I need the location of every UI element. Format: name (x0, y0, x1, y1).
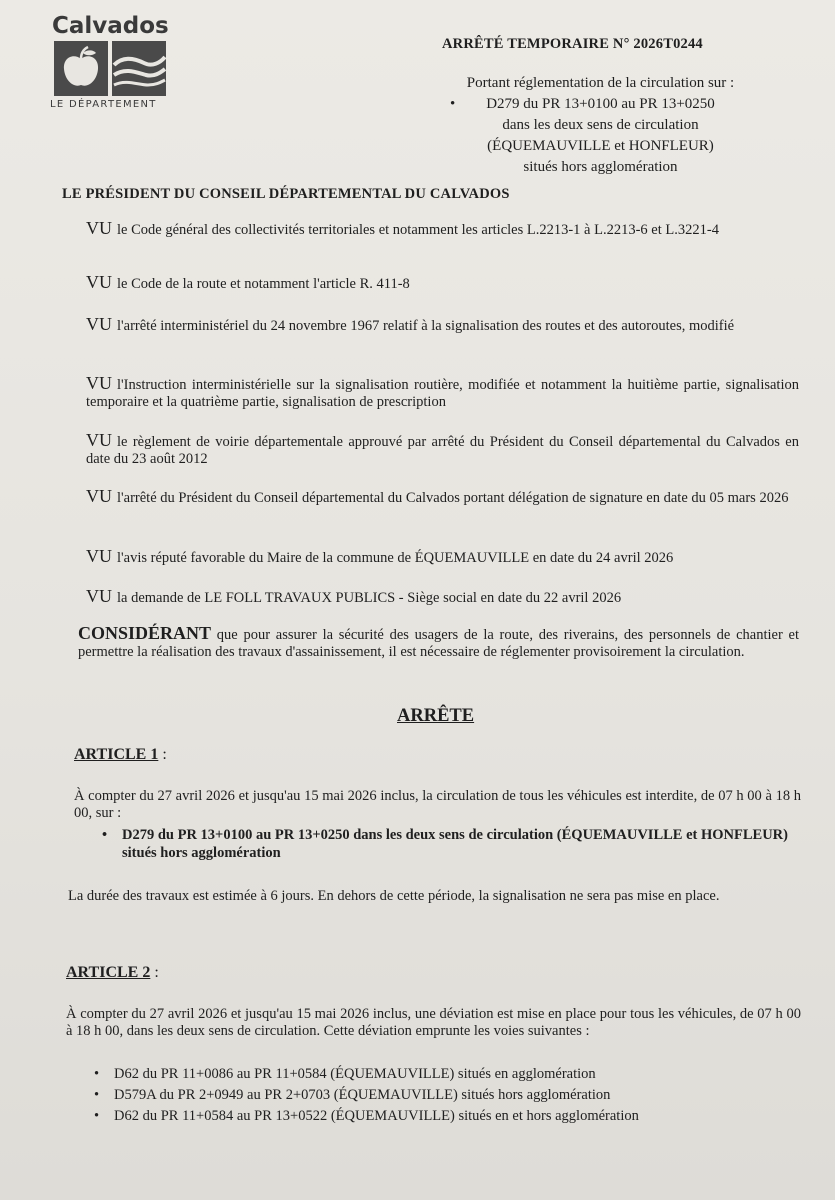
vu-keyword: VU (86, 314, 112, 334)
article-1-list (98, 826, 801, 862)
vu-text: l'avis réputé favorable du Maire de la commune de ÉQUEMAUVILLE en date du 24 avril 2026 (117, 550, 674, 566)
vu-text: le règlement de voirie départementale approuvé par arrêté du Président du Conseil départemental du Calvados en date du 23 août 2012 (86, 434, 799, 467)
considerant-text: que pour assurer la sécurité des usagers de la route, des riverains, des personnels de chantier et permettre la réalisation des travaux d'assainissement, il est nécessaire de réglementer provisoirement la circulation. (78, 627, 799, 660)
vu-text: l'arrêté du Président du Conseil départemental du Calvados portant délégation de signature en date du 05 mars 2026 (117, 490, 789, 506)
article-colon: : (158, 746, 167, 763)
list-item: • D62 du PR 11+0086 au PR 11+0584 (ÉQUEMAUVILLE) situés en agglomération (90, 1064, 805, 1085)
decree-title: ARRÊTÉ TEMPORAIRE N° 2026T0244 (442, 36, 703, 52)
vu-clause (86, 274, 799, 293)
vu-clause (86, 220, 799, 239)
subject-line-4: (ÉQUEMAUVILLE et HONFLEUR) (487, 138, 714, 154)
logo-subtitle: LE DÉPARTEMENT (50, 99, 157, 110)
subject-line-3: dans les deux sens de circulation (502, 117, 699, 133)
considerant-keyword: CONSIDÉRANT (78, 623, 212, 643)
article-2-heading (66, 964, 159, 982)
subject-line-1: Portant réglementation de la circulation sur : (466, 75, 735, 91)
article-2-list (90, 1064, 805, 1127)
bullet-icon: • (450, 96, 456, 112)
vu-keyword: VU (86, 546, 112, 566)
waves-icon (112, 41, 166, 96)
list-item: • D62 du PR 11+0584 au PR 13+0522 (ÉQUEMAUVILLE) situés en et hors agglomération (90, 1106, 805, 1127)
vu-keyword: VU (86, 586, 112, 606)
vu-clause (86, 375, 799, 411)
vu-keyword: VU (86, 486, 112, 506)
list-item: • D279 du PR 13+0100 au PR 13+0250 dans les deux sens de circulation (ÉQUEMAUVILLE et HONFLEUR) situés hors agglomération (98, 826, 801, 862)
vu-clause (86, 488, 799, 507)
subject-road: D279 du PR 13+0100 au PR 13+0250 (486, 96, 715, 112)
article-1-heading (74, 746, 167, 764)
vu-clause (86, 588, 799, 607)
considerant-clause (78, 625, 799, 661)
vu-text: le Code général des collectivités territoriales et notamment les articles L.2213-1 à L.2213-6 et L.3221-4 (117, 222, 719, 238)
subject-line-5: situés hors agglomération (523, 159, 678, 175)
article-1-text: À compter du 27 avril 2026 et jusqu'au 15 mai 2026 inclus, la circulation de tous les véhicules est interdite, de 07 h 00 à 18 h 00, sur : (74, 788, 801, 821)
article-2-text: À compter du 27 avril 2026 et jusqu'au 15 mai 2026 inclus, une déviation est mise en place pour tous les véhicules, de 07 h 00 à 18 h 00, dans les deux sens de circulation. Cette déviation emprunte les voies suivantes : (66, 1006, 801, 1039)
article-label: ARTICLE 1 (74, 746, 159, 763)
subject-line-2 (428, 94, 773, 115)
logo-marks (54, 41, 175, 96)
decree-subject (428, 73, 773, 178)
arrete-heading: ARRÊTE (397, 706, 475, 726)
vu-clause (86, 432, 799, 468)
logo-name: Calvados (52, 13, 169, 39)
vu-text: l'Instruction interministérielle sur la signalisation routière, modifiée et notamment la huitième partie, signalisation temporaire et la quatrième partie, signalisation de prescription (86, 377, 799, 410)
article-label: ARTICLE 2 (66, 964, 151, 981)
vu-text: le Code de la route et notamment l'article R. 411-8 (117, 276, 410, 292)
article-colon: : (150, 964, 159, 981)
vu-keyword: VU (86, 218, 112, 238)
vu-keyword: VU (86, 430, 112, 450)
president-heading: LE PRÉSIDENT DU CONSEIL DÉPARTEMENTAL DU CALVADOS (62, 186, 510, 202)
vu-clause (86, 548, 799, 567)
vu-text: l'arrêté interministériel du 24 novembre 1967 relatif à la signalisation des routes et des autoroutes, modifié (117, 318, 735, 334)
vu-clause (86, 316, 799, 335)
article-1-duration: La durée des travaux est estimée à 6 jours. En dehors de cette période, la signalisation ne sera pas mise en place. (68, 888, 720, 904)
vu-text: la demande de LE FOLL TRAVAUX PUBLICS - Siège social en date du 22 avril 2026 (117, 590, 622, 606)
vu-keyword: VU (86, 272, 112, 292)
department-logo (50, 12, 175, 110)
list-item: • D579A du PR 2+0949 au PR 2+0703 (ÉQUEMAUVILLE) situés hors agglomération (90, 1085, 805, 1106)
apple-icon (54, 41, 108, 96)
vu-keyword: VU (86, 373, 112, 393)
